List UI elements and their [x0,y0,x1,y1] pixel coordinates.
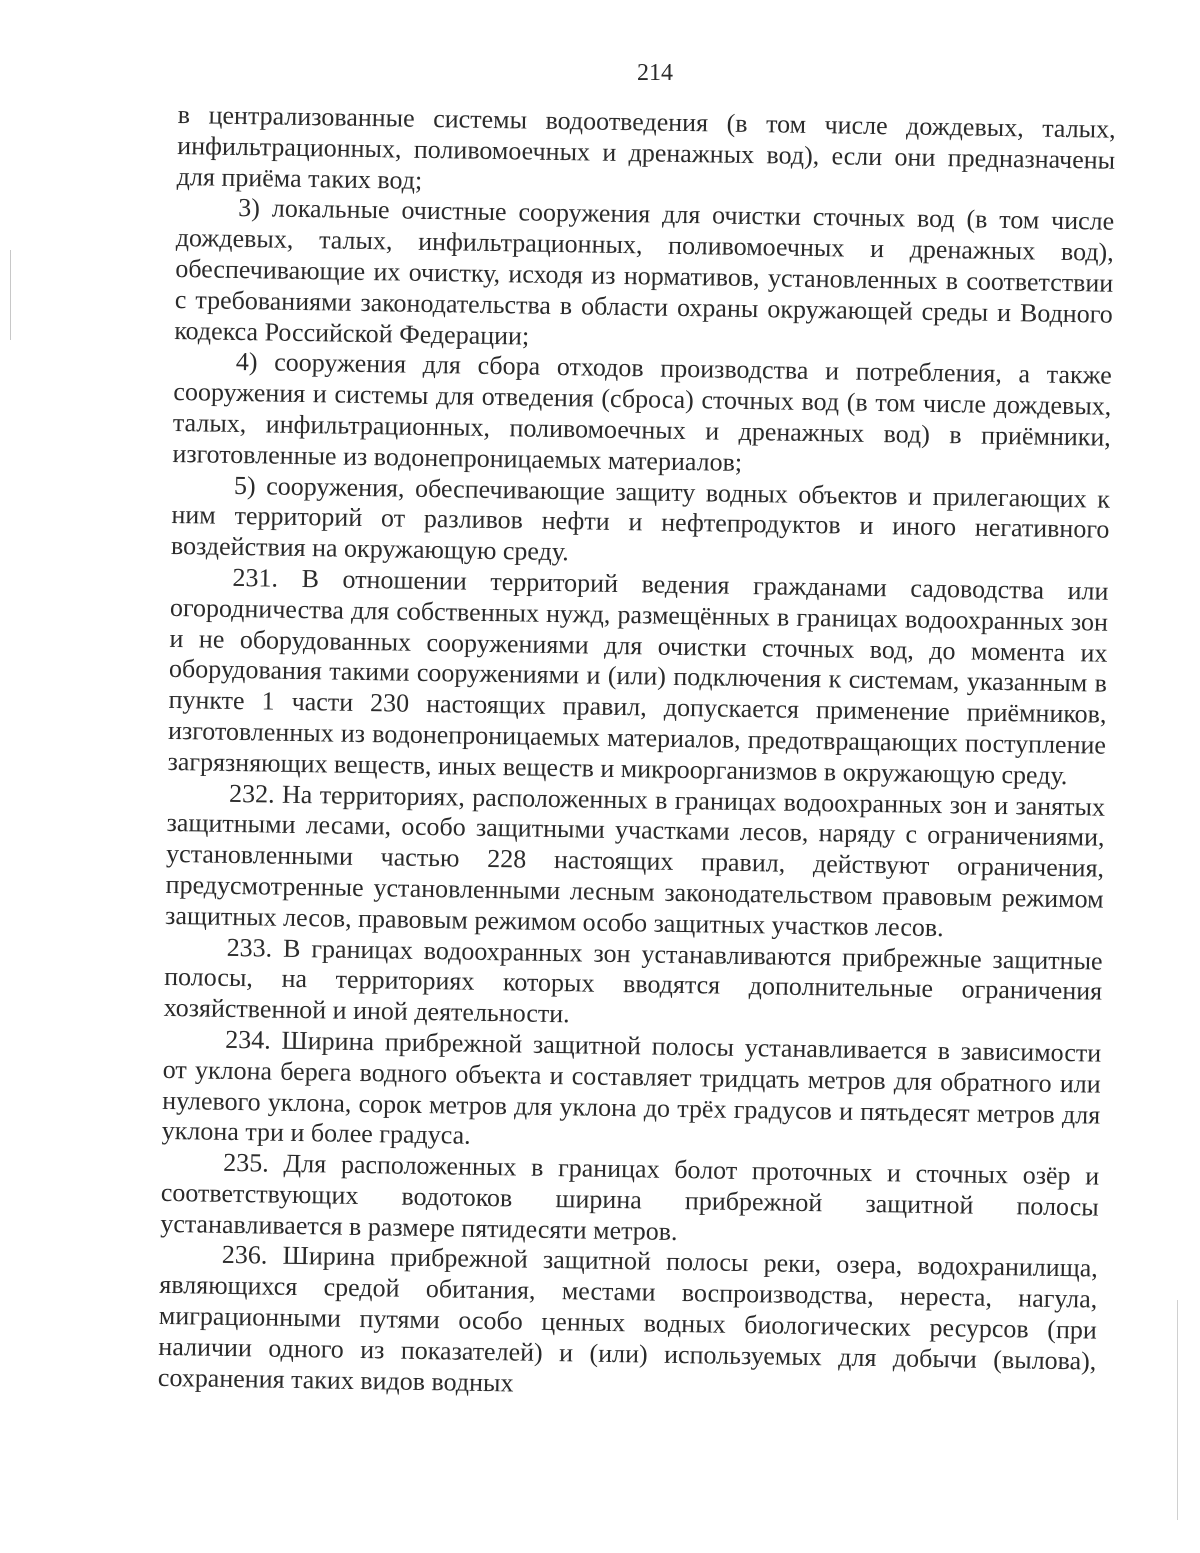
clause-235: 235. Для расположенных в границах болот проточных и сточных озёр и соответствующих водотоков ширина прибрежной защитной полосы устанавливается в размере пятидесяти метров. [160,1147,1100,1246]
clause-236: 236. Ширина прибрежной защитной полосы реки, озера, водохранилища, являющихся средой обитания, местами воспроизводства, нереста, нагула, миграционными путями особо ценных водных биологических ресурсов (при наличии одного из показателей) и (или) используемых для добычи (вылова), сохранения таких видов водных [157,1240,1098,1398]
list-item-3: 3) локальные очистные сооружения для очистки сточных вод (в том числе дождевых, талых, инфильтрационных, поливомоечных и дренажных вод), обеспечивающие их очистку, исходя из нормативов, установленных в соответствии с требованиями законодательства в области охраны окружающей среды и Водного кодекса Российской Федерации; [174,193,1115,351]
list-item-5: 5) сооружения, обеспечивающие защиту водных объектов и прилегающих к ним территорий от разливов нефти и нефтепродуктов и иного негативного воздействия на окружающую среду. [170,470,1111,567]
clause-233: 233. В границах водоохранных зон устанавливаются прибрежные защитные полосы, на территориях которых вводятся дополнительные ограничения хозяйственной и иной деятельности. [163,932,1103,1029]
clause-231: 231. В отношении территорий ведения гражданами садоводства или огородничества для собственных нужд, размещённых в границах водоохранных зон и не оборудованных сооружениями для очистки сточных вод, до момента их оборудования такими сооружениями и (или) подключения к системам, указанным в пункте 1 части 230 настоящих правил, допускается применение приёмников, изготовленных из водонепроницаемых материалов, предотвращающих поступление загрязняющих веществ, иных веществ и микроорганизмов в окружающую среду. [167,562,1109,790]
clause-234: 234. Ширина прибрежной защитной полосы устанавливается в зависимости от уклона берега водного объекта и составляет тридцать метров для обратного или нулевого уклона, сорок метров для уклона до трёх градусов и пятьдесят метров для уклона три и более градуса. [161,1024,1102,1151]
scan-edge-mark [1177,1300,1178,1520]
paragraph-continuation: в централизованные системы водоотведения (в том числе дождевых, талых, инфильтрационных, поливомоечных и дренажных вод), если они предназначены для приёма таких вод; [176,100,1116,195]
scan-margin-mark [10,250,11,340]
clause-232: 232. На территориях, расположенных в границах водоохранных зон и занятых защитными лесами, особо защитными участками лесов, наряду с ограничениями, установленными частью 228 настоящих правил, действуют ограничения, предусмотренные установленными лесным законодательством правовым режимом защитных лесов, правовым режимом особо защитных участков лесов. [164,778,1106,942]
list-item-4: 4) сооружения для сбора отходов производства и потребления, а также сооружения и системы для отведения (сброса) сточных вод (в том числе дождевых, талых, инфильтрационных, поливомоечных и дренажных вод) в приёмники, изготовленные из водонепроницаемых материалов; [172,347,1113,477]
document-body [158,100,1116,1408]
page-number: 214 [637,60,673,86]
